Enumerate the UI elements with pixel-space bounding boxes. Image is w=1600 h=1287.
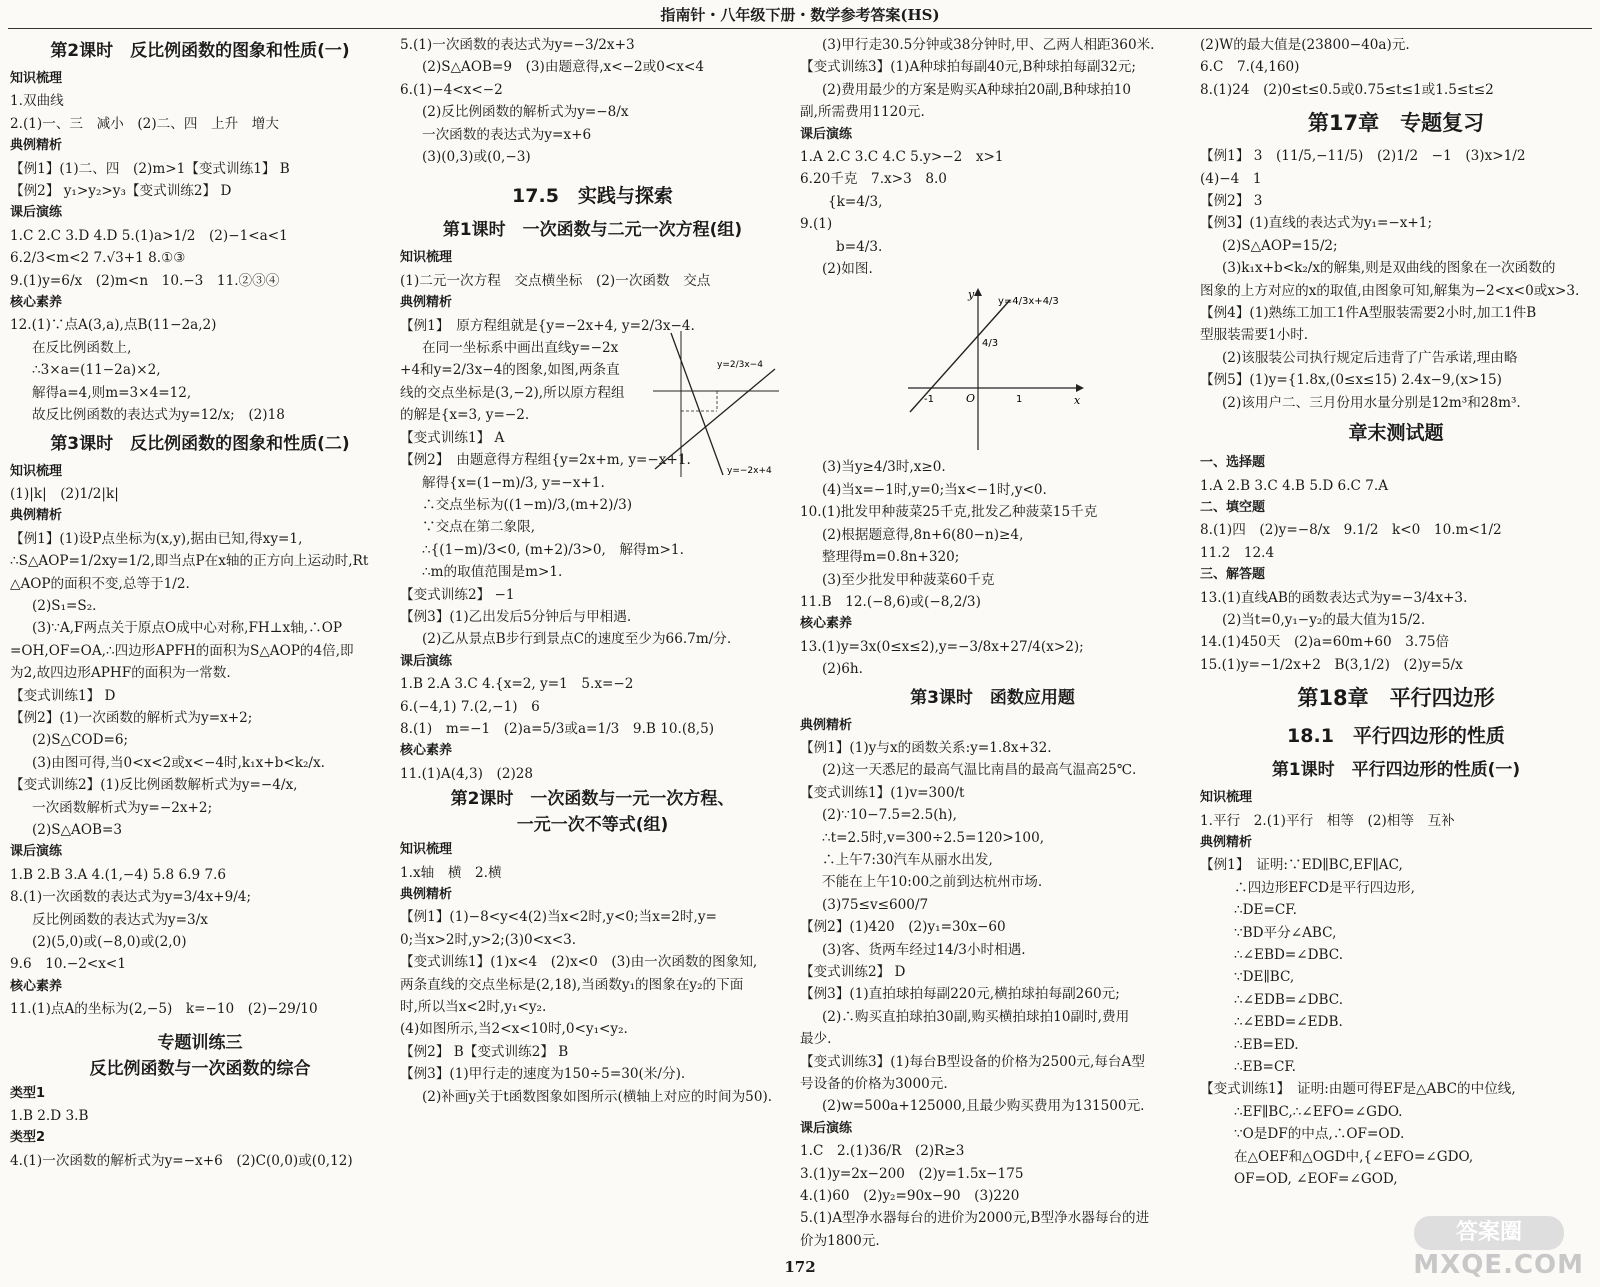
answer-line: ∴∠EDB=∠DBC.: [1234, 991, 1344, 1008]
answer-line: 1.A 2.C 3.C 4.C 5.y>−2 x>1: [800, 149, 1004, 166]
section-label: 典例精析: [10, 508, 63, 524]
answer-line: 【例2】 y₁>y₂>y₃【变式训练2】 D: [10, 183, 232, 200]
section-label: 知识梳理: [10, 71, 63, 86]
answer-line: (4)如图所示,当2<x<10时,0<y₁<y₂.: [400, 1021, 628, 1038]
answer-line: 【变式训练1】(1)v=300/t: [800, 784, 965, 801]
lesson-heading: 第2课时 一次函数与一元一次方程、: [450, 789, 735, 810]
topic-heading: 反比例函数与一次函数的综合: [89, 1058, 311, 1079]
page-number: 172: [784, 1258, 816, 1276]
answer-line: ∴3×a=(11−2a)×2,: [32, 362, 161, 379]
answer-line: (3)甲行走30.5分钟或38分钟时,甲、乙两人相距360米.: [822, 37, 1155, 53]
answer-line: 最少.: [800, 1031, 832, 1048]
answer-line: (2)S△AOB=3: [32, 822, 123, 838]
answer-line: 反比例函数的表达式为y=3/x: [32, 911, 208, 928]
answer-line: ∴EF∥BC,∴∠EFO=∠GDO.: [1234, 1103, 1403, 1120]
section-label: 典例精析: [1200, 834, 1253, 850]
section-heading: 18.1 平行四边形的性质: [1287, 725, 1505, 748]
answer-line: 【例3】(1)直线的表达式为y₁=−x+1;: [1200, 215, 1433, 232]
answer-line: 【例2】 由题意得方程组{y=2x+m, y=−x+1.: [400, 452, 691, 469]
answer-line: 1.A 2.B 3.C 4.B 5.D 6.C 7.A: [1200, 477, 1389, 494]
answer-line: 【例1】 证明:∵ED∥BC,EF∥AC,: [1200, 857, 1403, 874]
answer-line: =OH,OF=OA,∴四边形APFH的面积为S△AOP的4倍,即: [10, 642, 354, 659]
answer-column-4: [1200, 34, 1592, 1256]
answer-line: (2)这一天悉尼的最高气温比南昌的最高气温高25℃.: [822, 762, 1137, 779]
answer-line: 8.(1) m=−1 (2)a=5/3或a=1/3 9.B 10.(8,5): [400, 720, 715, 737]
section-label: 课后演练: [400, 653, 453, 669]
answer-line: 【例1】(1)−8<y<4(2)当x<2时,y<0;当x=2时,y=: [400, 909, 717, 926]
answer-line: 【例2】 3: [1200, 193, 1263, 210]
section-label: 典例精析: [10, 138, 63, 154]
answer-line: (2)如图.: [822, 261, 873, 278]
answer-line: {k=4/3,: [828, 193, 883, 210]
answer-line: ∴DE=CF.: [1234, 902, 1297, 919]
answer-line: ∴t=2.5时,v=300÷2.5=120>100,: [822, 829, 1045, 846]
answer-line: (3)75≤v≤600/7: [822, 896, 929, 913]
answer-line: (2)(5,0)或(−8,0)或(2,0): [32, 934, 187, 951]
line-y-neg2x-plus4: [671, 333, 723, 475]
chapter-test-heading: 章末测试题: [1348, 422, 1444, 445]
answer-line: 1.x轴 横 2.横: [400, 864, 502, 881]
answer-line: (2)S△COD=6;: [32, 732, 129, 749]
answer-line: 13.(1)直线AB的函数表达式为y=−3/4x+3.: [1200, 589, 1468, 606]
axis-label: y: [967, 288, 974, 302]
section-label: 二、填空题: [1200, 499, 1266, 515]
answer-line: ∵O是DF的中点,∴OF=OD.: [1234, 1126, 1405, 1143]
answer-line: 2.(1)一、三 减小 (2)二、四 上升 增大: [10, 115, 279, 132]
function-label: y=4/3x+4/3: [997, 296, 1059, 308]
answer-line: (2)S△AOB=9 (3)由题意得,x<−2或0<x<4: [422, 59, 704, 76]
section-label: 课后演练: [800, 126, 853, 142]
answer-line: 6.2/3<m<2 7.√3+1 8.①③: [10, 250, 186, 267]
answer-line: 【例5】(1)y={1.8x,(0≤x≤15) 2.4x−9,(x>15): [1200, 372, 1502, 389]
answer-line: 副,所需费用1120元.: [800, 104, 925, 121]
origin-label: O: [965, 392, 975, 406]
answer-line: 型服装需要1小时.: [1200, 327, 1309, 344]
answer-line: 6.20千克 7.x>3 8.0: [800, 171, 947, 188]
answer-line: ∵DE∥BC,: [1234, 969, 1295, 986]
answer-line: ∴∠EBD=∠DBC.: [1234, 947, 1344, 963]
answer-line: (2)乙从景点B步行到景点C的速度至少为66.7m/分.: [422, 631, 732, 648]
answer-line: (2)S₁=S₂.: [32, 597, 97, 614]
answer-line: 【变式训练1】(1)x<4 (2)x<0 (3)由一次函数的图象知,: [400, 954, 758, 971]
answer-line: 1.C 2.(1)36/R (2)R≥3: [800, 1143, 965, 1160]
answer-line: (2)W的最大值是(23800−40a)元.: [1200, 37, 1410, 53]
section-label: 知识梳理: [1200, 790, 1253, 806]
answer-line: 号设备的价格为3000元.: [800, 1076, 948, 1093]
section-label: 课后演练: [10, 205, 63, 221]
answer-line: b=4/3.: [836, 238, 883, 255]
answer-line: 5.(1)A型净水器每台的进价为2000元,B型净水器每台的进: [800, 1210, 1150, 1227]
x-axis-arrow: [1076, 384, 1084, 392]
section-label: 核心素养: [400, 743, 453, 759]
answer-line: 1.B 2.B 3.A 4.(1,−4) 5.8 6.9 7.6: [10, 866, 227, 883]
chapter-heading: 第17章 专题复习: [1307, 111, 1485, 136]
answer-line: 时,所以当x<2时,y₁<y₂.: [400, 999, 547, 1016]
y-axis-arrow: [974, 288, 982, 296]
answer-column-1: [10, 34, 390, 1256]
tick-label: -1: [923, 394, 934, 406]
answer-line: (2)S△AOP=15/2;: [1222, 237, 1338, 254]
answer-line: ∴S△AOP=1/2xy=1/2,即当点P在x轴的正方向上运动时,Rt: [10, 553, 369, 570]
answer-line: 【例1】(1)y与x的函数关系:y=1.8x+32.: [800, 739, 1052, 756]
answer-line: 为2,故四边形APHF的面积为一常数.: [10, 665, 231, 682]
answer-line: 【变式训练2】 −1: [400, 586, 515, 603]
answer-line: ∵交点在第二象限,: [422, 519, 536, 536]
answer-line: 3.(1)y=2x−200 (2)y=1.5x−175: [800, 1165, 1024, 1182]
answer-column-3: [800, 34, 1185, 1256]
watermark-text: MXQE.COM: [1413, 1250, 1584, 1280]
answer-line: 1.B 2.A 3.C 4.{x=2, y=1 5.x=−2: [400, 676, 634, 693]
section-label: 类型2: [10, 1130, 46, 1146]
answer-column-2: [400, 34, 785, 1256]
answer-line: 故反比例函数的表达式为y=12/x; (2)18: [32, 407, 285, 424]
watermark-logo-icon: 答案圈: [1414, 1216, 1564, 1250]
answer-line: 13.(1)y=3x(0≤x≤2),y=−3/8x+27/4(x>2);: [800, 638, 1084, 655]
answer-line: 在反比例函数上,: [32, 339, 132, 356]
answer-line: 【变式训练2】(1)反比例函数解析式为y=−4/x,: [10, 777, 298, 794]
answer-line: (2)反比例函数的解析式为y=−8/x: [422, 104, 629, 121]
section-label: 典例精析: [800, 717, 853, 733]
answer-line: 【例2】(1)420 (2)y₁=30x−60: [800, 919, 1006, 936]
answer-line: 5.(1)一次函数的表达式为y=−3/2x+3: [400, 37, 635, 53]
intersection-graph: [651, 329, 781, 479]
answer-line: 【例2】(1)一次函数的解析式为y=x+2;: [10, 709, 253, 726]
section-label: 课后演练: [800, 1120, 853, 1136]
answer-line: (2)∵10−7.5=2.5(h),: [822, 807, 957, 824]
answer-line: +4和y=2/3x−4的图象,如图,两条直: [400, 362, 620, 379]
answer-line: 【例1】 原方程组就是{y=−2x+4, y=2/3x−4.: [400, 317, 695, 334]
answer-line: 在△OEF和△OGD中,{∠EFO=∠GDO, OF=OD, ∠EOF=∠GOD,: [1234, 1148, 1474, 1188]
answer-line: 11.B 12.(−8,6)或(−8,2/3): [800, 593, 981, 610]
answer-line: ∴EB=CF.: [1234, 1059, 1296, 1076]
section-label: 核心素养: [10, 295, 63, 311]
lesson-heading: 第2课时 反比例函数的图象和性质(一): [50, 41, 350, 61]
section-label: 类型1: [10, 1085, 46, 1101]
topic-heading: 专题训练三: [157, 1032, 243, 1053]
answer-line: 的解是{x=3, y=−2.: [400, 407, 530, 424]
answer-line: (2)∴购买直拍球拍30副,购买横拍球拍10副时,费用: [822, 1008, 1130, 1025]
answer-line: 9.6 10.−2<x<1: [10, 956, 126, 973]
graph-label: y=−2x+4: [727, 465, 772, 476]
answer-line: (2)该用户二、三月份用水量分别是12m³和28m³.: [1222, 394, 1521, 411]
answer-line: (2)根据题意得,8n+6(80−n)≥4,: [822, 526, 1024, 543]
section-label: 一、选择题: [1200, 455, 1266, 471]
answer-line: 【变式训练3】(1)A种球拍每副40元,B种球拍每副32元;: [800, 59, 1136, 76]
answer-line: 1.B 2.D 3.B: [10, 1108, 89, 1125]
answer-line: (3)由图可得,当0<x<2或x<−4时,k₁x+b<k₂/x.: [32, 754, 325, 771]
section-heading: 17.5 实践与探索: [512, 185, 673, 208]
answer-line: 图象的上方对应的x的取值,由图象可知,解集为−2<x<0或x>3.: [1200, 282, 1580, 299]
axis-label: x: [1073, 394, 1080, 408]
answer-line: 6.C 7.(4,160): [1200, 59, 1300, 76]
answer-line: (3)k₁x+b<k₂/x的解集,则是双曲线的图象在一次函数的: [1222, 260, 1556, 277]
answer-line: 11.2 12.4: [1200, 544, 1275, 561]
page-header: [0, 2, 1600, 28]
answer-line: 【变式训练1】 D: [10, 687, 116, 704]
answer-line: (3)当y≥4/3时,x≥0.: [822, 459, 946, 476]
answer-line: ∴∠EBD=∠EDB.: [1234, 1014, 1343, 1031]
section-label: 知识梳理: [400, 250, 453, 266]
answer-line: 在同一坐标系中画出直线y=−2x: [422, 340, 619, 357]
answer-line: (3)(0,3)或(0,−3): [422, 149, 531, 166]
answer-line: 【例3】(1)直拍球拍每副220元,横拍球拍每副260元;: [800, 986, 1120, 1003]
answer-line: 【例4】(1)熟练工加工1件A型服装需要2小时,加工1件B: [1200, 305, 1537, 322]
answer-line: (2)当t=0,y₁−y₂的最大值为15/2.: [1222, 611, 1426, 628]
answer-line: 解得{x=(1−m)/3, y=−x+1.: [422, 474, 605, 491]
section-label: 课后演练: [10, 844, 63, 860]
answer-line: (2)补画y关于t函数图象如图所示(横轴上对应的时间为50).: [422, 1088, 773, 1105]
answer-line: ∴{(1−m)/3<0, (m+2)/3>0, 解得m>1.: [422, 541, 684, 558]
answer-line: 【例2】 B【变式训练2】 B: [400, 1043, 569, 1060]
answer-line: 解得a=4,则m=3×4=12,: [32, 384, 192, 401]
answer-line: (2)该服装公司执行规定后违背了广告承诺,理由略: [1222, 349, 1518, 366]
linear-function-graph: [898, 284, 1088, 454]
answer-line: 线的交点坐标是(3,−2),所以原方程组: [400, 384, 625, 401]
section-label: 知识梳理: [400, 842, 453, 858]
answer-line: (4)当x=−1时,y=0;当x<−1时,y<0.: [822, 481, 1047, 498]
answer-line: 8.(1)一次函数的表达式为y=3/4x+9/4;: [10, 889, 252, 906]
answer-line: 10.(1)批发甲种菠菜25千克,批发乙种菠菜15千克: [800, 504, 1098, 521]
answer-line: 一次函数的表达式为y=x+6: [422, 126, 592, 143]
answer-line: 12.(1)∵点A(3,a),点B(11−2a,2): [10, 317, 217, 334]
section-label: 知识梳理: [10, 463, 63, 479]
answer-line: 9.(1): [800, 216, 833, 233]
tick-label: 4/3: [981, 338, 998, 350]
answer-line: 1.平行 2.(1)平行 相等 (2)相等 互补: [1200, 812, 1455, 829]
watermark: [1374, 1216, 1584, 1282]
answer-line: (2)w=500a+125000,且最少购买费用为131500元.: [822, 1098, 1145, 1115]
answer-line: (2)6h.: [822, 661, 863, 678]
tick-label: 1: [1015, 394, 1022, 406]
section-label: 典例精析: [400, 887, 453, 902]
answer-line: ∴m的取值范围是m>1.: [422, 564, 563, 581]
answer-line: (3)客、货两车经过14/3小时相遇.: [822, 941, 1026, 958]
lesson-heading: 一元一次不等式(组): [516, 815, 669, 836]
answer-line: 【变式训练2】 D: [800, 964, 906, 980]
lesson-heading: 第1课时 平行四边形的性质(一): [1271, 760, 1521, 781]
header-title: 指南针・八年级下册・数学参考答案(HS): [660, 6, 940, 24]
answer-line: 【变式训练1】 A: [400, 429, 505, 446]
answer-line: 1.双曲线: [10, 93, 64, 110]
answer-line: △AOP的面积不变,总等于1/2.: [10, 575, 190, 592]
graph-label: y=2/3x−4: [717, 359, 763, 370]
answer-line: 两条直线的交点坐标是(2,18),当函数y₁的图象在y₂的下面: [400, 976, 744, 993]
section-label: 三、解答题: [1200, 567, 1266, 583]
answer-line: 0;当x>2时,y>2;(3)0<x<3.: [400, 931, 577, 948]
answer-line: 【变式训练3】(1)每台B型设备的价格为2500元,每台A型: [800, 1053, 1145, 1070]
answer-line: (2)费用最少的方案是购买A种球拍20副,B种球拍10: [822, 81, 1132, 98]
answer-line: 6.(−4,1) 7.(2,−1) 6: [400, 698, 540, 715]
answer-line: 【例1】(1)二、四 (2)m>1【变式训练1】 B: [10, 160, 290, 177]
answer-line: (3)至少批发甲种菠菜60千克: [822, 571, 995, 588]
answer-line: 【例3】(1)甲行走的速度为150÷5=30(米/分).: [400, 1066, 686, 1083]
answer-line: 整理得m=0.8n+320;: [822, 549, 960, 566]
answer-line: 14.(1)450天 (2)a=60m+60 3.75倍: [1200, 634, 1450, 651]
answer-line: ∴上午7:30汽车从丽水出发,: [822, 851, 993, 868]
answer-line: 11.(1)点A的坐标为(2,−5) k=−10 (2)−29/10: [10, 1001, 318, 1018]
header-rule: [8, 28, 1592, 29]
answer-line: 8.(1)24 (2)0≤t≤0.5或0.75≤t≤1或1.5≤t≤2: [1200, 81, 1494, 98]
lesson-heading: 第1课时 一次函数与二元一次方程(组): [442, 220, 743, 241]
answer-line: ∵BD平分∠ABC,: [1234, 924, 1337, 941]
answer-line: ∴交点坐标为((1−m)/3,(m+2)/3): [422, 496, 633, 513]
answer-line: 11.(1)A(4,3) (2)28: [400, 765, 534, 782]
answer-line: (4)−4 1: [1200, 170, 1262, 187]
lesson-heading: 第3课时 函数应用题: [910, 687, 1075, 708]
answer-line: ∴四边形EFCD是平行四边形,: [1234, 879, 1415, 896]
answer-line: (3)∵A,F两点关于原点O成中心对称,FH⊥x轴,∴OP: [32, 620, 343, 637]
chapter-heading: 第18章 平行四边形: [1297, 686, 1495, 711]
answer-line: 9.(1)y=6/x (2)m<n 10.−3 11.②③④: [10, 272, 280, 289]
answer-line: 不能在上午10:00之前到达杭州市场.: [822, 874, 1043, 891]
answer-line: 【例1】 3 (11/5,−11/5) (2)1/2 −1 (3)x>1/2: [1200, 148, 1526, 165]
answer-line: ∴EB=ED.: [1234, 1036, 1299, 1053]
answer-line: 【例1】(1)设P点坐标为(x,y),据由已知,得xy=1,: [10, 530, 303, 547]
answer-line: 一次函数解析式为y=−2x+2;: [32, 799, 213, 816]
answer-line: 8.(1)四 (2)y=−8/x 9.1/2 k<0 10.m<1/2: [1200, 522, 1502, 539]
answer-line: 6.(1)−4<x<−2: [400, 81, 503, 98]
answer-line: 【例3】(1)乙出发后5分钟后与甲相遇.: [400, 608, 632, 625]
section-label: 核心素养: [800, 616, 853, 632]
answer-line: (1)二元一次方程 交点横坐标 (2)一次函数 交点: [400, 272, 711, 289]
answer-line: 价为1800元.: [800, 1232, 880, 1249]
answer-line: 1.C 2.C 3.D 4.D 5.(1)a>1/2 (2)−1<a<1: [10, 227, 288, 244]
answer-line: 4.(1)一次函数的解析式为y=−x+6 (2)C(0,0)或(0,12): [10, 1152, 353, 1169]
answer-line: 【变式训练1】 证明:由题可得EF是△ABC的中位线,: [1200, 1081, 1516, 1098]
answer-line: 15.(1)y=−1/2x+2 B(3,1/2) (2)y=5/x: [1200, 656, 1463, 673]
answer-line: 4.(1)60 (2)y₂=90x−90 (3)220: [800, 1188, 1020, 1205]
lesson-heading: 第3课时 反比例函数的图象和性质(二): [50, 433, 350, 454]
section-label: 典例精析: [400, 295, 453, 311]
section-label: 核心素养: [10, 978, 63, 994]
answer-line: (1)|k| (2)1/2|k|: [10, 485, 119, 502]
